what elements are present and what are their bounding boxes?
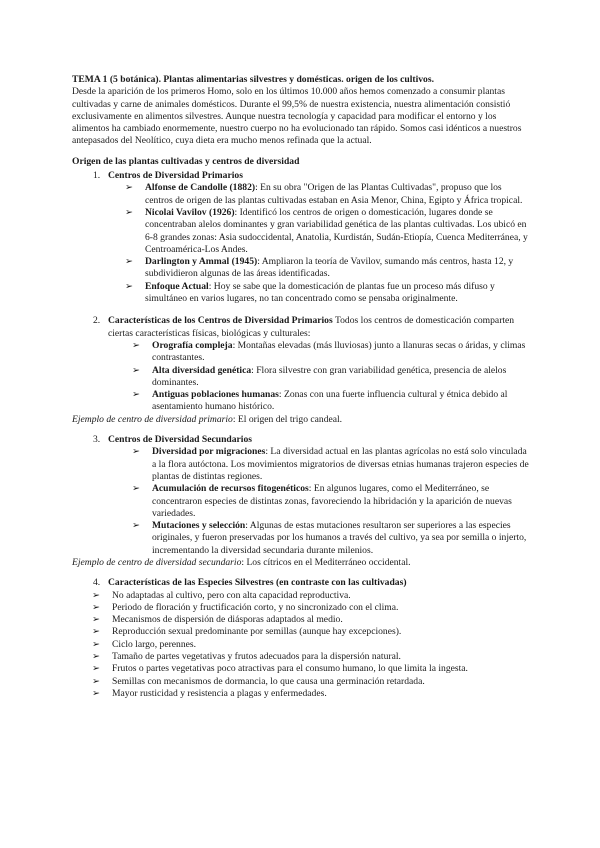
- list-item: ➢ Alfonse de Candolle (1882): En su obra "Origen de las Plantas Cultivadas", propuso que los centros de origen de las plantas cultivadas estaban en Asia Menor, China, Egipto y África tropical.: [125, 182, 523, 206]
- list-item: ➢ Mutaciones y selección: Algunas de estas mutaciones resultaron ser superiores a las especies originales, y fueron preservadas por los humanos a través del cultivo, ya sea por semilla o injerto, incrementando la diversidad secundaria durante milenios.: [132, 520, 527, 556]
- list-item: ➢ Darlington y Ammal (1945): Ampliaron la teoría de Vavilov, sumando más centros, hasta 12, y subdividieron algunas de las áreas identificadas.: [125, 256, 514, 280]
- section-4-list: [92, 590, 530, 701]
- section-3-list: [132, 446, 530, 557]
- section-2-heading: [93, 315, 530, 340]
- section-3-heading: [93, 434, 530, 446]
- arrow-bullet-icon: ➢: [132, 389, 141, 401]
- arrow-bullet-icon: ➢: [92, 675, 101, 687]
- arrow-bullet-icon: ➢: [125, 256, 134, 268]
- section-3-number: 3.: [93, 434, 101, 446]
- arrow-bullet-icon: ➢: [125, 206, 134, 218]
- section-1-heading: [93, 170, 530, 182]
- section-1-list: [125, 182, 530, 305]
- arrow-bullet-icon: ➢: [92, 663, 101, 675]
- list-item: ➢ Ciclo largo, perennes.: [92, 638, 197, 650]
- section-heading: Origen de las plantas cultivadas y centros de diversidad: [72, 155, 300, 167]
- list-item: ➢ Acumulación de recursos fitogenéticos: En algunos lugares, como el Mediterráneo, se concentraron especies de distintas zonas, favoreciendo la hibridación y la aparición de nuevas variedades.: [132, 483, 512, 519]
- list-item: ➢ Antiguas poblaciones humanas: Zonas con una fuerte influencia cultural y étnica debido al asentamiento humano histórico.: [132, 389, 508, 413]
- section-1-title: Centros de Diversidad Primarios: [108, 170, 243, 182]
- arrow-bullet-icon: ➢: [92, 614, 101, 626]
- arrow-bullet-icon: ➢: [132, 339, 141, 351]
- arrow-bullet-icon: ➢: [132, 520, 141, 532]
- section-2-list: [132, 340, 530, 414]
- list-item: ➢ Alta diversidad genética: Flora silvestre con gran variabilidad genética, presencia de alelos dominantes.: [132, 364, 507, 388]
- arrow-bullet-icon: ➢: [92, 601, 101, 613]
- arrow-bullet-icon: ➢: [125, 182, 134, 194]
- section-4-number: 4.: [93, 577, 101, 589]
- list-item: ➢ Semillas con mecanismos de dormancia, lo que causa una germinación retardada.: [92, 675, 425, 687]
- intro-paragraph: Desde la aparición de los primeros Homo, solo en los últimos 10.000 años hemos comenzado a consumir plantas cultivadas y carne de animales domésticos. Durante el 99,5% de nuestra existencia, nuestra alimentación consistió exclusivamente en alimentos silvestres. Aunque nuestra tecnología y capacidad para modificar el entorno y los alimentos ha cambiado enormemente, nuestro cuerpo no ha evolucionado tan rápido. Somos casi idénticos a nuestros antepasados del Neolítico, cuya dieta era mucho menos refinada que la actual.: [72, 86, 522, 147]
- document-title: TEMA 1 (5 botánica). Plantas alimentarias silvestres y domésticas. origen de los cultivos.: [72, 74, 434, 85]
- section-2-title: Características de los Centros de Diversidad Primarios: [108, 315, 333, 327]
- section-3-example: Ejemplo de centro de diversidad secundario: Los cítricos en el Mediterráneo occidental.: [72, 556, 411, 568]
- section-4-heading: [93, 577, 530, 589]
- arrow-bullet-icon: ➢: [125, 280, 134, 292]
- list-item: ➢ Nicolai Vavilov (1926): Identificó los centros de origen o domesticación, lugares donde se concentraban alelos dominantes y gran variabilidad genética de las plantas cultivadas. Los ubicó en 6-8 grandes zonas: Asia sudoccidental, Anatolia, Kurdistán, Sudán-Etiopía, Cuenca Mediterránea, y Centroamérica-Los Andes.: [125, 206, 528, 255]
- arrow-bullet-icon: ➢: [132, 446, 141, 458]
- arrow-bullet-icon: ➢: [92, 626, 101, 638]
- list-item: ➢ Mayor rusticidad y resistencia a plagas y enfermedades.: [92, 687, 327, 699]
- section-3-title: Centros de Diversidad Secundarios: [108, 434, 253, 446]
- list-item: ➢ Mecanismos de dispersión de diásporas adaptados al medio.: [92, 614, 343, 626]
- list-item: ➢ Frutos o partes vegetativas poco atractivas para el consumo humano, lo que limita la ingesta.: [92, 663, 468, 675]
- arrow-bullet-icon: ➢: [92, 638, 101, 650]
- document-page: [72, 74, 530, 700]
- arrow-bullet-icon: ➢: [92, 589, 101, 601]
- arrow-bullet-icon: ➢: [132, 483, 141, 495]
- section-2-example: Ejemplo de centro de diversidad primario: El origen del trigo candeal.: [72, 413, 343, 425]
- section-2-number: 2.: [93, 315, 101, 327]
- list-item: ➢ Diversidad por migraciones: La diversidad actual en las plantas agrícolas no está solo vinculada a la flora autóctona. Los movimientos migratorios de diversas etnias humanas trajeron especies de plantas de distintas regiones.: [132, 446, 529, 482]
- list-item: ➢ Orografía compleja: Montañas elevadas (más lluviosas) junto a llanuras secas o áridas, y climas contrastantes.: [132, 339, 526, 364]
- list-item: ➢ Periodo de floración y fructificación corto, y no sincronizado con el clima.: [92, 601, 399, 613]
- arrow-bullet-icon: ➢: [132, 364, 141, 376]
- list-item: ➢ Reproducción sexual predominante por semillas (aunque hay excepciones).: [92, 626, 402, 638]
- list-item: ➢ Enfoque Actual: Hoy se sabe que la domesticación de plantas fue un proceso más difuso y simultáneo en varios lugares, no tan concentrado como se pensaba originalmente.: [125, 280, 495, 305]
- section-1-number: 1.: [93, 170, 101, 182]
- section-2-text: Todos los centros de domesticación comparten ciertas características físicas, biológicas y culturales:: [108, 315, 515, 339]
- list-item: ➢ Tamaño de partes vegetativas y frutos adecuados para la dispersión natural.: [92, 651, 401, 663]
- arrow-bullet-icon: ➢: [92, 651, 101, 663]
- arrow-bullet-icon: ➢: [92, 687, 101, 699]
- list-item: ➢ No adaptadas al cultivo, pero con alta capacidad reproductiva.: [92, 589, 351, 601]
- section-4-title: Características de las Especies Silvestres (en contraste con las cultivadas): [108, 577, 407, 589]
